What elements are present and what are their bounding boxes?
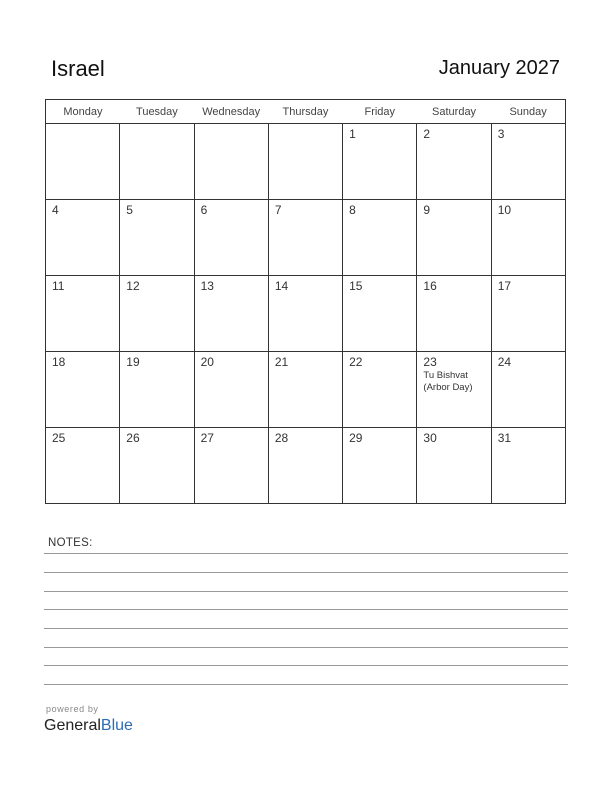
day-cell bbox=[343, 124, 417, 200]
weekday-sunday: Sunday bbox=[491, 100, 565, 124]
day-cell bbox=[194, 428, 268, 504]
day-number: 4 bbox=[52, 203, 59, 217]
day-number: 13 bbox=[200, 279, 214, 293]
day-number: 1 bbox=[349, 127, 356, 141]
day-cell bbox=[491, 352, 565, 428]
day-number: 23 bbox=[423, 355, 437, 369]
day-cell bbox=[46, 352, 120, 428]
day-number: 16 bbox=[423, 279, 437, 293]
day-cell bbox=[343, 352, 417, 428]
day-cell bbox=[268, 124, 342, 200]
day-cell bbox=[417, 124, 491, 200]
day-cell bbox=[120, 276, 194, 352]
day-cell bbox=[417, 352, 491, 428]
week-row bbox=[46, 352, 566, 428]
week-row bbox=[46, 124, 566, 200]
day-number: 30 bbox=[423, 431, 437, 445]
notes-line bbox=[44, 647, 568, 648]
brand-part-general: General bbox=[44, 717, 101, 734]
day-cell bbox=[120, 200, 194, 276]
day-number: 19 bbox=[126, 355, 140, 369]
calendar-grid bbox=[45, 99, 566, 504]
notes-line bbox=[44, 572, 568, 573]
notes-line bbox=[44, 684, 568, 685]
day-number: 7 bbox=[274, 203, 282, 217]
day-cell bbox=[46, 200, 120, 276]
day-number: 3 bbox=[497, 127, 505, 141]
day-cell bbox=[120, 352, 194, 428]
day-cell bbox=[268, 200, 342, 276]
notes-line bbox=[44, 665, 568, 666]
day-number: 2 bbox=[423, 127, 431, 141]
day-cell bbox=[120, 124, 194, 200]
day-cell bbox=[46, 124, 120, 200]
day-cell bbox=[194, 124, 268, 200]
notes-line bbox=[44, 591, 568, 592]
country-title: Israel bbox=[51, 56, 105, 81]
day-cell bbox=[194, 200, 268, 276]
day-number: 27 bbox=[200, 431, 214, 445]
day-number: 15 bbox=[349, 279, 363, 293]
notes-line bbox=[44, 628, 568, 629]
day-cell bbox=[417, 200, 491, 276]
day-cell bbox=[491, 124, 565, 200]
day-number: 5 bbox=[126, 203, 133, 217]
day-cell bbox=[491, 276, 565, 352]
weekday-wednesday: Wednesday bbox=[194, 100, 268, 124]
weekday-thursday: Thursday bbox=[268, 100, 342, 124]
generalblue-logo bbox=[44, 717, 133, 735]
day-cell bbox=[120, 428, 194, 504]
day-number: 12 bbox=[126, 279, 140, 293]
day-number: 21 bbox=[274, 355, 289, 369]
day-cell bbox=[268, 428, 342, 504]
day-cell bbox=[268, 276, 342, 352]
weekday-friday: Friday bbox=[343, 100, 417, 124]
notes-line bbox=[44, 553, 568, 554]
day-number: 8 bbox=[349, 203, 356, 217]
day-cell bbox=[343, 428, 417, 504]
month-title: January 2027 bbox=[438, 57, 560, 79]
notes-label: NOTES: bbox=[48, 537, 93, 549]
weekday-monday: Monday bbox=[46, 100, 120, 124]
day-cell bbox=[194, 276, 268, 352]
weekday-header-row bbox=[46, 100, 566, 124]
week-row bbox=[46, 428, 566, 504]
day-number: 28 bbox=[274, 431, 289, 445]
day-cell bbox=[268, 352, 342, 428]
day-cell bbox=[46, 276, 120, 352]
notes-line bbox=[44, 609, 568, 610]
day-number: 22 bbox=[349, 355, 363, 369]
day-number: 25 bbox=[52, 431, 66, 445]
day-number: 17 bbox=[497, 279, 512, 293]
day-cell bbox=[194, 352, 268, 428]
day-cell bbox=[343, 200, 417, 276]
day-number: 24 bbox=[497, 355, 512, 369]
brand-part-blue: Blue bbox=[100, 717, 133, 734]
day-number: 10 bbox=[497, 203, 512, 217]
day-cell bbox=[343, 276, 417, 352]
day-cell bbox=[417, 428, 491, 504]
day-cell bbox=[46, 428, 120, 504]
day-number: 14 bbox=[274, 279, 289, 293]
day-number: 20 bbox=[200, 355, 214, 369]
holiday-label: Tu Bishvat (Arbor Day) bbox=[423, 370, 473, 393]
day-number: 29 bbox=[349, 431, 363, 445]
weekday-saturday: Saturday bbox=[417, 100, 491, 124]
day-cell bbox=[417, 276, 491, 352]
day-number: 6 bbox=[200, 203, 208, 217]
day-number: 31 bbox=[497, 431, 512, 445]
powered-by-text: powered by bbox=[46, 704, 99, 714]
day-number: 9 bbox=[423, 203, 431, 217]
day-number: 26 bbox=[126, 431, 140, 445]
day-cell bbox=[491, 428, 565, 504]
weekday-tuesday: Tuesday bbox=[120, 100, 194, 124]
week-row bbox=[46, 200, 566, 276]
day-number: 18 bbox=[52, 355, 66, 369]
week-row bbox=[46, 276, 566, 352]
day-cell bbox=[491, 200, 565, 276]
day-number: 11 bbox=[52, 279, 65, 293]
